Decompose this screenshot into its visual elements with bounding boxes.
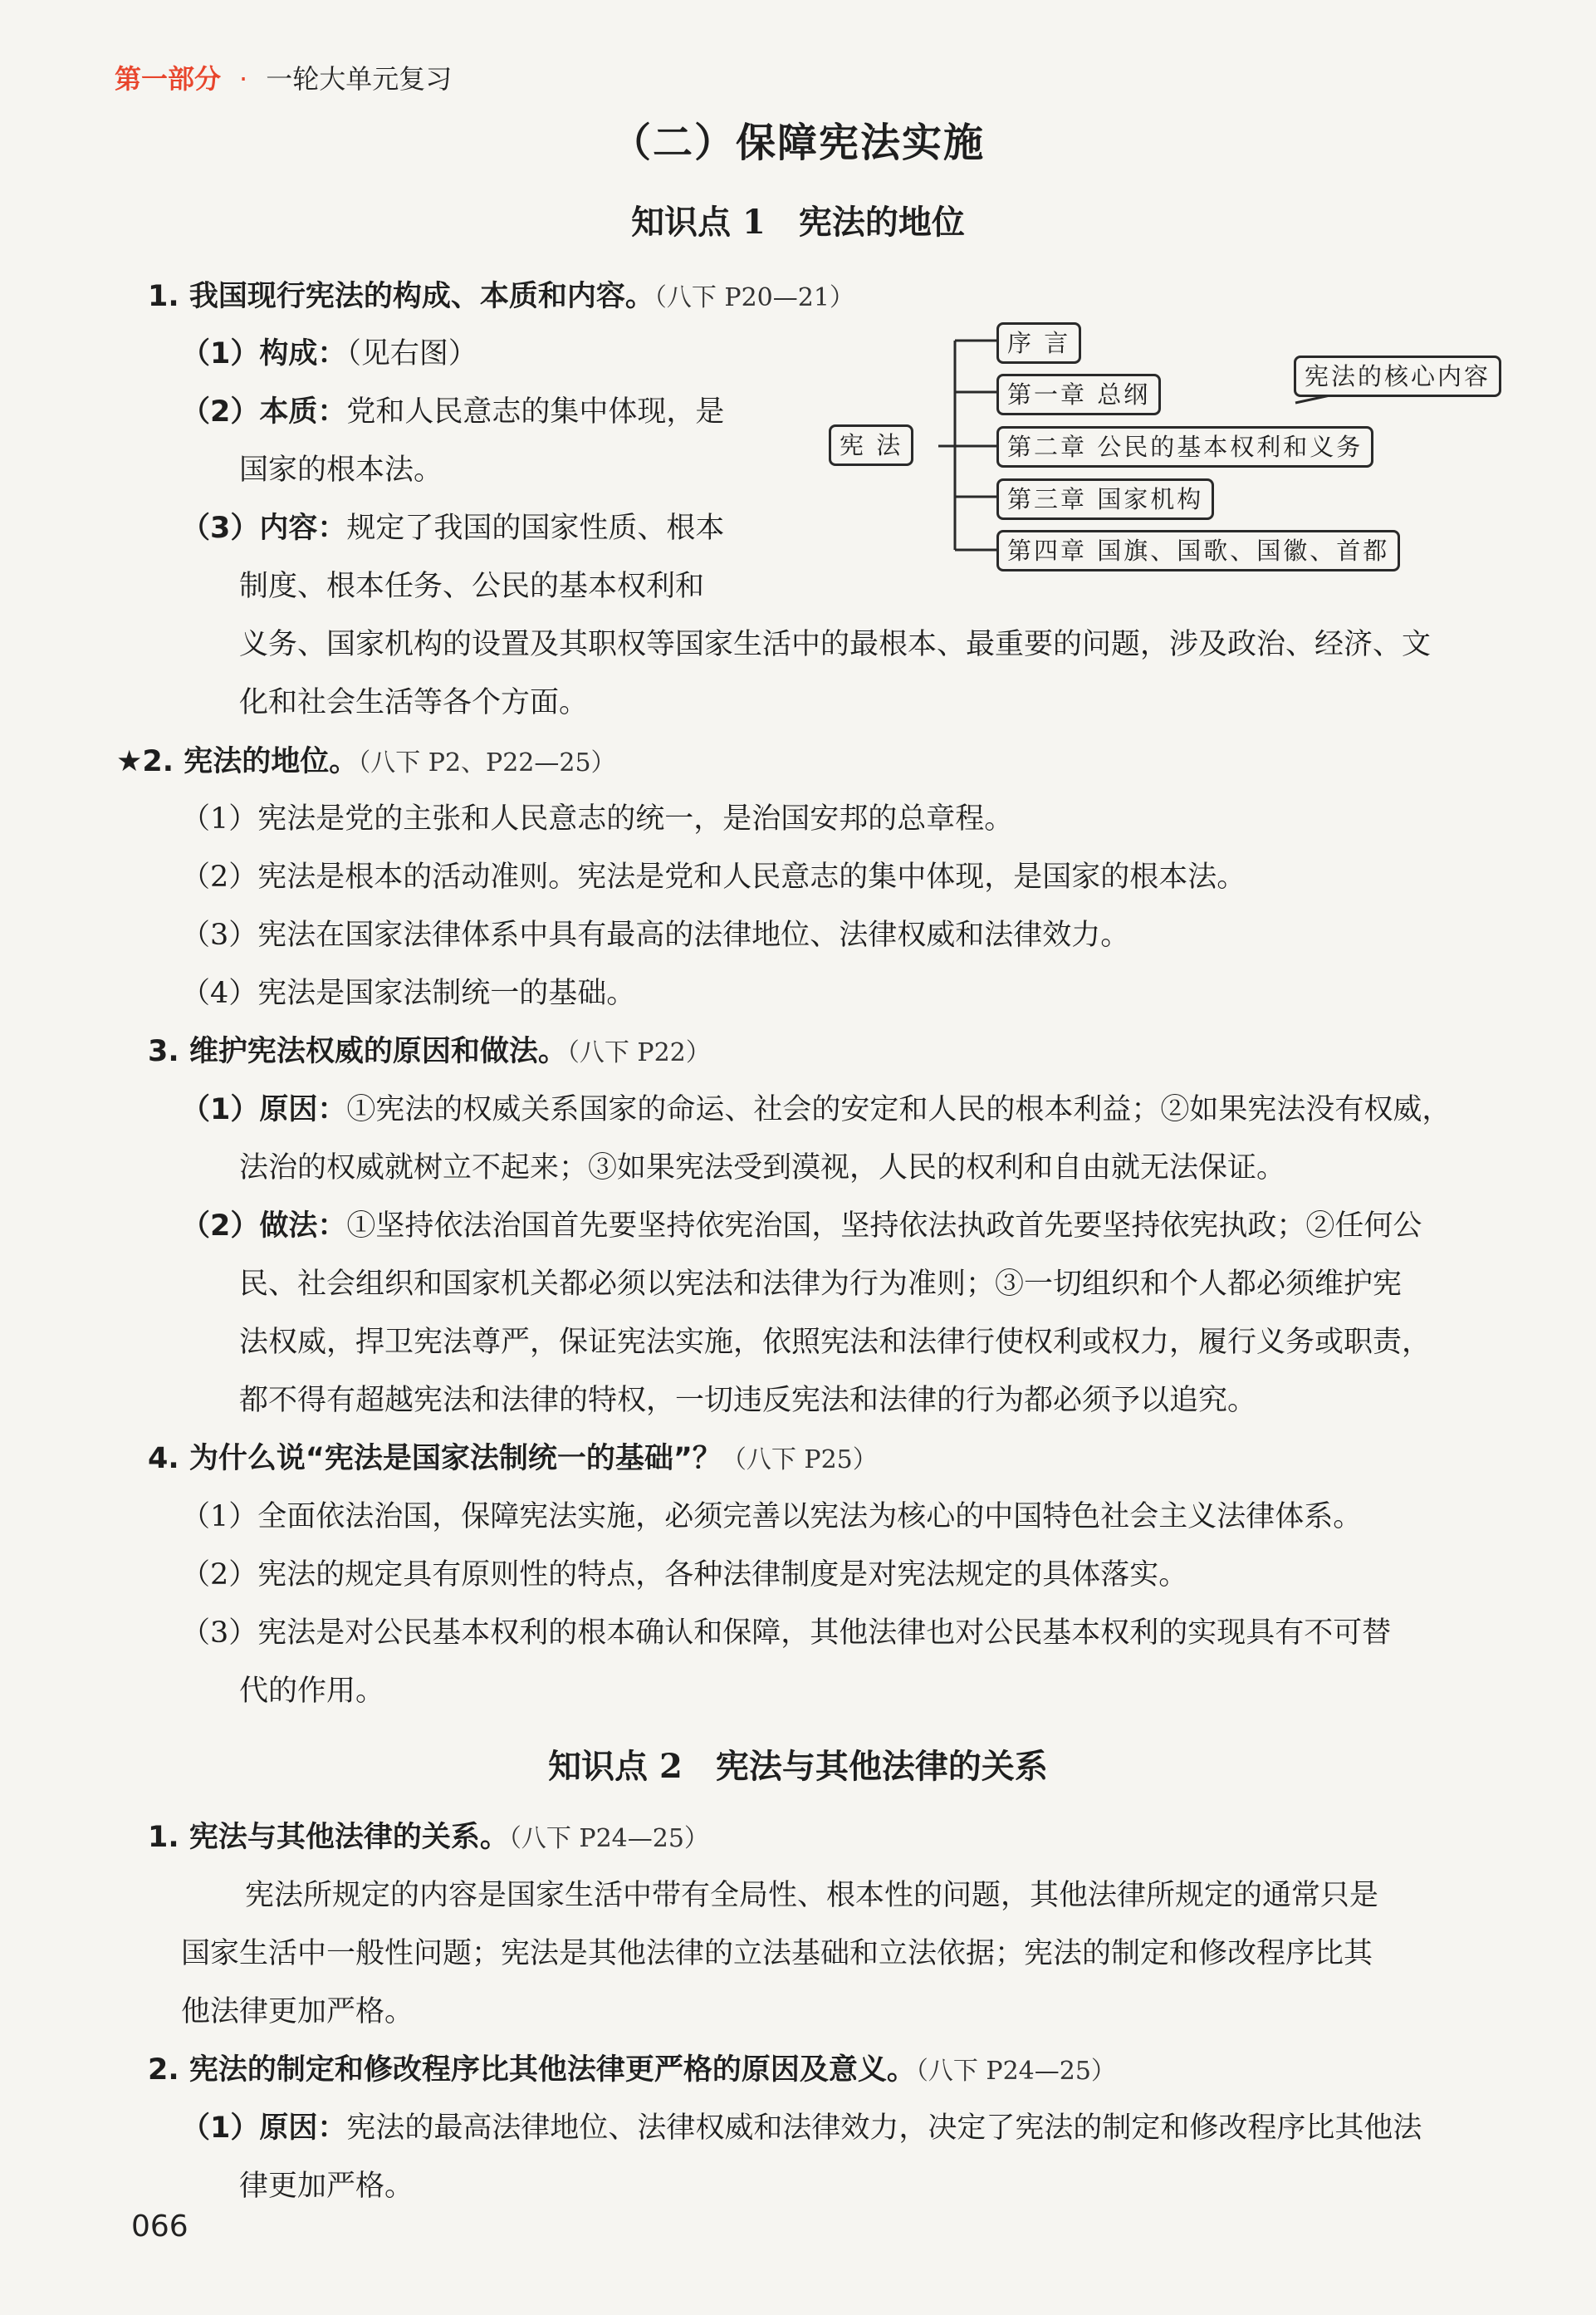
q3-reason-line-2: 法治的权威就树立不起来；③如果宪法受到漠视，人民的权利和自由就无法保证。 [239,1151,1286,1184]
kp2-name: 宪法与其他法律的关系 [715,1747,1048,1786]
k2q1-para-line-2: 国家生活中一般性问题；宪法是其他法律的立法基础和立法依据；宪法的制定和修改程序比其 [181,1937,1373,1970]
k2q2-reason-text-a: 宪法的最高法律地位、法律权威和法律效力，决定了宪法的制定和修改程序比其他法 [346,2111,1422,2145]
q3-reason-line-1 [181,1090,1451,1130]
q4-ref: （八下 P25） [721,1445,878,1474]
q1-content-line-3: 义务、国家机构的设置及其职权等国家生活中的最根本、最重要的问题，涉及政治、经济、文 [239,628,1432,661]
running-header [115,58,452,96]
diagram-node-chapter-4: 第四章 国旗、国歌、国徽、首都 [996,530,1400,571]
q2-item-3: （3）宪法在国家法律体系中具有最高的法律地位、法律权威和法律效力。 [181,919,1130,952]
k2q2-reason-label: （1）原因： [181,2111,347,2145]
q3-practice-line-4: 都不得有超越宪法和法律的特权，一切违反宪法和法律的行为都必须予以追究。 [239,1384,1257,1417]
header-dot: · [239,63,248,95]
q1-heading [148,277,854,318]
diagram-trunk-line [938,341,996,550]
k2q1-para-line-1: 宪法所规定的内容是国家生活中带有全局性、根本性的问题，其他法律所规定的通常只是 [245,1879,1379,1912]
q3-practice-label: （2）做法： [181,1209,347,1243]
knowledge-point-1-heading [0,196,1596,243]
q1-c3-text-a: 规定了我国的国家性质、根本 [346,512,725,545]
q1-c2-label: （2）本质： [181,395,347,429]
q2-head-text: ★2. 宪法的地位。 [116,745,359,778]
q1-essence-line-1 [181,392,724,432]
diagram-node-preamble: 序 言 [996,322,1081,364]
k2q2-reason-line-1 [181,2108,1422,2148]
k2q1-ref: （八下 P24—25） [508,1824,709,1853]
q2-item-4: （4）宪法是国家法制统一的基础。 [181,977,636,1010]
q3-practice-line-2: 民、社会组织和国家机关都必须以宪法和法律为行为准则；③一切组织和个人都必须维护宪 [239,1268,1403,1301]
diagram-node-chapter-2: 第二章 公民的基本权利和义务 [996,426,1373,468]
q1-c1-text: （见右图） [346,337,477,370]
q1-content-line-4: 化和社会生活等各个方面。 [239,686,589,719]
kp1-name: 宪法的地位 [798,203,965,242]
kp2-number: 知识点 2 [548,1747,683,1786]
q1-essence-line-2: 国家的根本法。 [239,454,443,487]
k2q1-heading [148,1817,709,1859]
page-number: 066 [131,2210,188,2244]
header-part: 第一部分 [115,63,222,95]
k2q1-para-line-3: 他法律更加严格。 [181,1995,414,2028]
diagram-node-chapter-1: 第一章 总纲 [996,374,1161,415]
q1-content-line-1 [181,508,724,548]
diagram-callout-core-content: 宪法的核心内容 [1294,356,1501,397]
q2-ref: （八下 P2、P22—25） [358,748,616,777]
section-title: （二）保障宪法实施 [610,120,985,166]
q3-reason-label: （1）原因： [181,1093,347,1126]
q1-c1-label: （1）构成： [181,337,347,370]
q2-heading [116,742,616,783]
kp1-number: 知识点 1 [631,203,766,242]
q2-item-2: （2）宪法是根本的活动准则。宪法是党和人民意志的集中体现，是国家的根本法。 [181,861,1246,894]
q4-item-2: （2）宪法的规定具有原则性的特点，各种法律制度是对宪法规定的具体落实。 [181,1558,1188,1592]
k2q2-head-text: 2. 宪法的制定和修改程序比其他法律更严格的原因及意义。 [148,2053,916,2087]
q3-practice-text-a: ①坚持依法治国首先要坚持依宪治国，坚持依法执政首先要坚持依宪执政；②任何公 [346,1209,1422,1243]
q1-c2-text-a: 党和人民意志的集中体现，是 [346,395,725,429]
diagram-node-chapter-3: 第三章 国家机构 [996,478,1214,520]
k2q2-ref: （八下 P24—25） [915,2057,1116,2086]
q1-head-text: 1. 我国现行宪法的构成、本质和内容。 [148,280,654,313]
q4-heading [148,1439,878,1480]
q2-item-1: （1）宪法是党的主张和人民意志的统一，是治国安邦的总章程。 [181,802,1014,836]
q1-c3-label: （3）内容： [181,512,347,545]
q1-composition [181,334,477,374]
knowledge-point-2-heading [0,1740,1596,1788]
q3-practice-line-1 [181,1206,1422,1246]
q4-item-3-line-2: 代的作用。 [239,1675,385,1708]
q3-heading [148,1032,711,1073]
q3-reason-text-a: ①宪法的权威关系国家的命运、社会的安定和人民的根本利益；②如果宪法没有权威， [346,1093,1452,1126]
q3-head-text: 3. 维护宪法权威的原因和做法。 [148,1035,567,1068]
q4-head-text: 4. 为什么说“宪法是国家法制统一的基础”？ [148,1442,722,1475]
header-subtitle: 一轮大单元复习 [266,63,453,95]
q3-ref: （八下 P22） [566,1038,711,1067]
q4-item-1: （1）全面依法治国，保障宪法实施，必须完善以宪法为核心的中国特色社会主义法律体系。 [181,1500,1363,1533]
k2q2-reason-line-2: 律更加严格。 [239,2170,414,2203]
q4-item-3-line-1: （3）宪法是对公民基本权利的根本确认和保障，其他法律也对公民基本权利的实现具有不可替 [181,1616,1392,1650]
q1-content-line-2: 制度、根本任务、公民的基本权利和 [239,570,705,603]
q1-ref: （八下 P20—21） [654,283,854,312]
q3-practice-line-3: 法权威，捍卫宪法尊严，保证宪法实施，依照宪法和法律行使权利或权力，履行义务或职责， [239,1326,1432,1359]
k2q1-head-text: 1. 宪法与其他法律的关系。 [148,1821,509,1854]
diagram-root-constitution: 宪 法 [829,424,913,466]
k2q2-heading [148,2050,1116,2092]
